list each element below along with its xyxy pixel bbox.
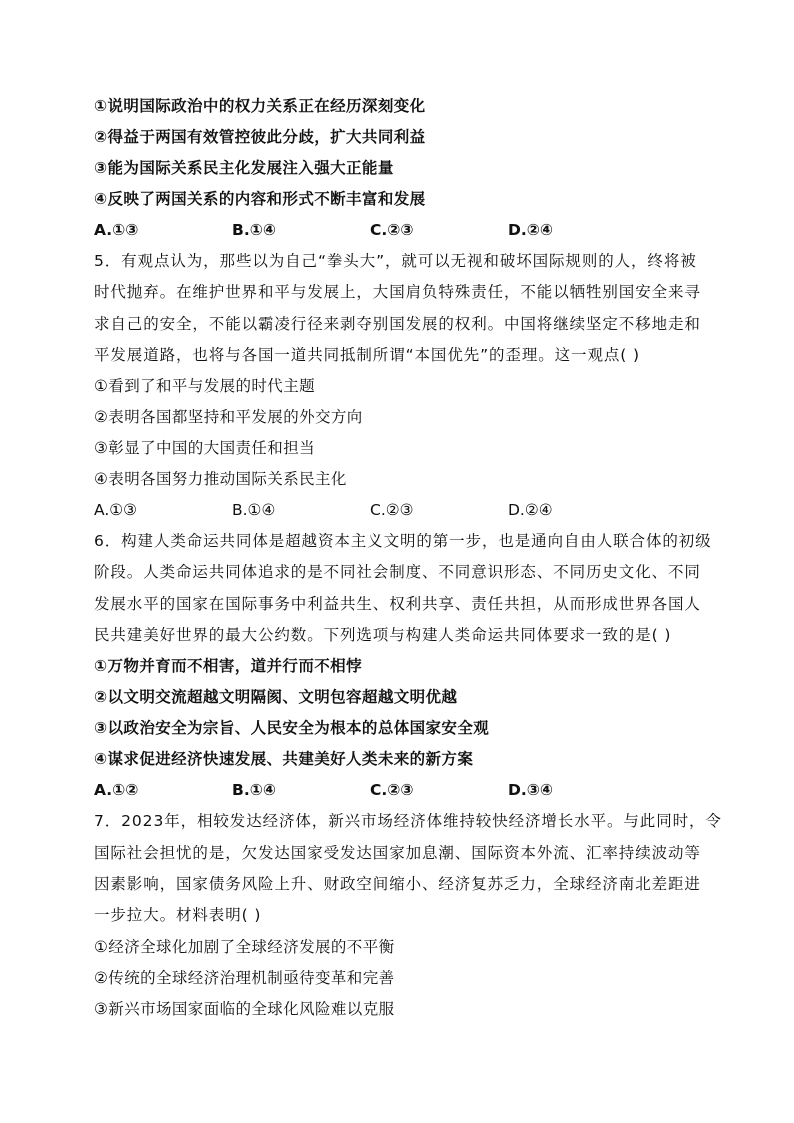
- q5-choice-d: D.②④: [508, 501, 553, 520]
- q6-stem-line-4: 民共建美好世界的最大公约数。下列选项与构建人类命运共同体要求一致的是( ): [94, 626, 672, 645]
- q6-choice-b: B.①④: [232, 781, 276, 800]
- q5-choice-a: A.①③: [94, 501, 138, 520]
- q6-options: [94, 651, 704, 775]
- q4-option-4: ④反映了两国关系的内容和形式不断丰富和发展: [94, 190, 426, 208]
- q7-options: [94, 932, 704, 1025]
- q5-option-2: ②表明各国都坚持和平发展的外交方向: [94, 408, 363, 427]
- q7-option-2: ②传统的全球经济治理机制亟待变革和完善: [94, 968, 395, 987]
- q5-option-3: ③彰显了中国的大国责任和担当: [94, 439, 315, 458]
- q4-choice-d: D.②④: [508, 221, 554, 239]
- q6-stem-line-3: 发展水平的国家在国际事务中利益共生、权利共享、责任共担，从而形成世界各国人: [94, 594, 701, 613]
- q4-choices: [94, 215, 704, 246]
- q6-stem: [94, 526, 712, 651]
- q6-stem-line-1: 6．构建人类命运共同体是超越资本主义文明的第一步，也是通向自由人联合体的初级: [94, 532, 712, 551]
- q5-choice-b: B.①④: [232, 501, 276, 520]
- q6-option-4: ④谋求促进经济快速发展、共建美好人类未来的新方案: [94, 750, 474, 769]
- q5-stem-line-2: 时代抛弃。在维护世界和平与发展上，大国肩负特殊责任，不能以牺牲别国安全来寻: [94, 283, 701, 302]
- q4-option-3: ③能为国际关系民主化发展注入强大正能量: [94, 159, 394, 177]
- q7-stem-line-1: 7．2023年，相较发达经济体，新兴市场经济体维持较快经济增长水平。与此同时，令: [94, 812, 722, 831]
- q5-stem-line-4: 平发展道路，也将与各国一道共同抵制所谓“本国优先”的歪理。这一观点( ): [94, 345, 640, 364]
- q5-choice-c: C.②③: [370, 501, 414, 520]
- q6-option-3: ③以政治安全为宗旨、人民安全为根本的总体国家安全观: [94, 719, 490, 738]
- q5-stem: [94, 246, 704, 371]
- q4-choice-b: B.①④: [232, 221, 276, 239]
- q4-options: [94, 91, 704, 215]
- q5-option-4: ④表明各国努力推动国际关系民主化: [94, 470, 347, 489]
- q4-choice-a: A.①③: [94, 221, 139, 239]
- q7-option-3: ③新兴市场国家面临的全球化风险难以克服: [94, 999, 395, 1018]
- q6-option-1: ①万物并育而不相害，道并行而不相悖: [94, 657, 362, 676]
- q4-choice-c: C.②③: [370, 221, 414, 239]
- q4-option-1: ①说明国际政治中的权力关系正在经历深刻变化: [94, 97, 426, 115]
- q6-choice-d: D.③④: [508, 781, 554, 800]
- q6-stem-line-2: 阶段。人类命运共同体追求的是不同社会制度、不同意识形态、不同历史文化、不同: [94, 563, 701, 582]
- q6-choice-c: C.②③: [370, 781, 414, 800]
- document-content: [94, 91, 722, 1025]
- q6-choices: [94, 775, 704, 806]
- q5-option-1: ①看到了和平与发展的时代主题: [94, 377, 315, 396]
- q7-stem-line-4: 一步拉大。材料表明( ): [94, 906, 262, 925]
- q5-options: [94, 371, 704, 495]
- q5-choices: [94, 495, 704, 526]
- q6-option-2: ②以文明交流超越文明隔阂、文明包容超越文明优越: [94, 688, 458, 707]
- q7-stem-line-2: 国际社会担忧的是，欠发达国家受发达国家加息潮、国际资本外流、汇率持续波动等: [94, 843, 701, 862]
- q5-stem-line-1: 5．有观点认为，那些以为自己“拳头大”，就可以无视和破坏国际规则的人，终将被: [94, 252, 697, 270]
- q5-stem-line-3: 求自己的安全，不能以霸凌行径来剥夺别国发展的权利。中国将继续坚定不移地走和: [94, 314, 701, 333]
- q7-stem: [94, 806, 722, 931]
- q7-option-1: ①经济全球化加剧了全球经济发展的不平衡: [94, 937, 395, 956]
- q7-stem-line-3: 因素影响，国家债务风险上升、财政空间缩小、经济复苏乏力，全球经济南北差距进: [94, 874, 701, 893]
- q6-choice-a: A.①②: [94, 781, 139, 800]
- q4-option-2: ②得益于两国有效管控彼此分歧，扩大共同利益: [94, 128, 426, 146]
